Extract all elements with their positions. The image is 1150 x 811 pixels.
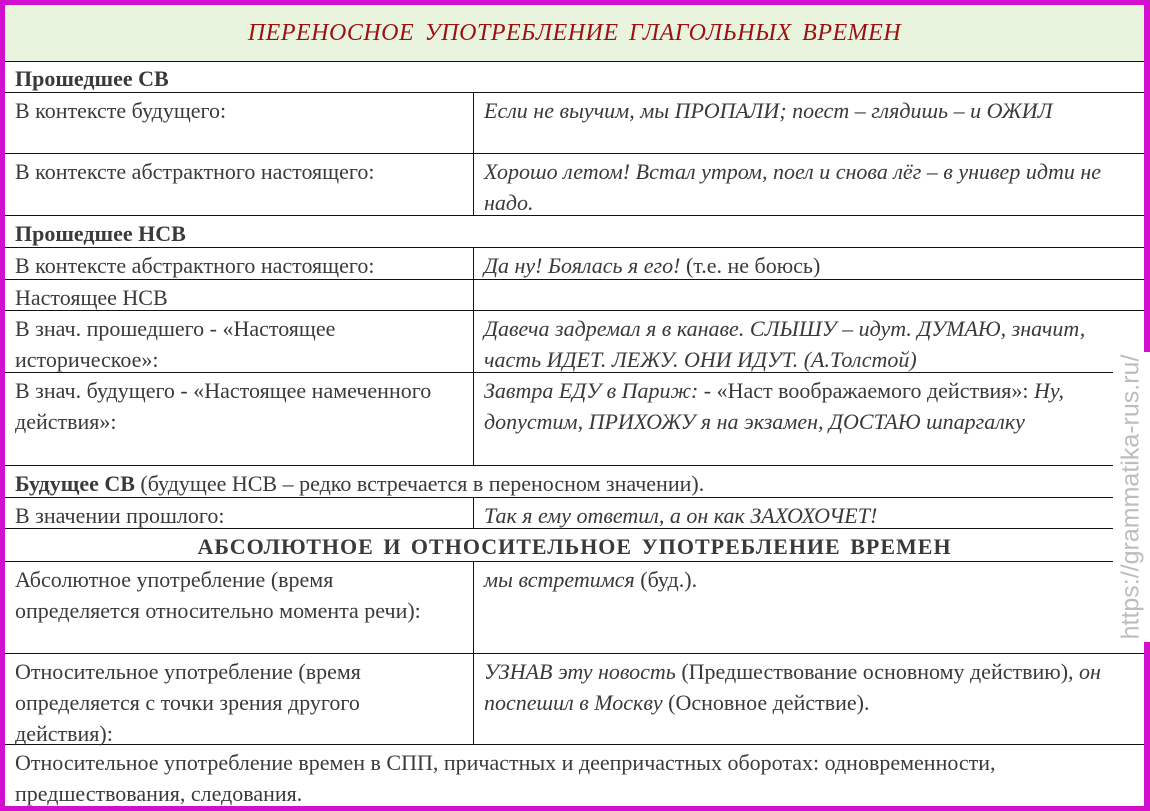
row-label: В контексте абстрактного настоящего: (15, 159, 375, 184)
example-italic: Завтра ЕДУ в Париж: (484, 378, 699, 403)
table-row (5, 311, 1144, 373)
section-heading-text: АБСОЛЮТНОЕ И ОТНОСИТЕЛЬНОЕ УПОТРЕБЛЕНИЕ ВРЕМЕН (197, 534, 952, 559)
row-label: В значении прошлого: (15, 503, 225, 528)
row-label: В контексте абстрактного настоящего: (15, 253, 375, 278)
example-plain: - «Наст воображаемого действия»: (698, 378, 1034, 403)
table-title: ПЕРЕНОСНОЕ УПОТРЕБЛЕНИЕ ГЛАГОЛЬНЫХ ВРЕМЕН (5, 5, 1144, 62)
empty-cell (473, 280, 1144, 310)
example-italic: Да ну! Боялась я его! (484, 253, 681, 278)
example-plain: (буд.). (634, 567, 698, 592)
footer-row (5, 745, 1144, 806)
row-example (473, 311, 1144, 372)
row-label: Относительное употребление (время определяется с точки зрения другого действия): (15, 659, 361, 746)
section-heading-text: Прошедшее СВ (15, 66, 169, 91)
row-label: В знач. будущего - «Настоящее намеченного действия»: (15, 378, 432, 434)
example-italic: Давеча задремал я в канаве. СЛЫШУ – идут. ДУМАЮ, значит, часть ИДЕТ. ЛЕЖУ. ОНИ ИДУТ. (А.Толстой) (484, 316, 1086, 372)
row-label: В знач. прошедшего - «Настоящее историческое»: (15, 316, 336, 372)
example-italic: мы встретимся (484, 567, 635, 592)
row-example (473, 654, 1144, 744)
watermark-url: https://grammatika-rus.ru/ (1116, 354, 1145, 640)
row-example (473, 248, 1144, 279)
row-example (473, 498, 1144, 528)
section-heading-text: Настоящее НСВ (15, 285, 168, 310)
example-italic: он поспешил в Москву (484, 659, 1101, 715)
table-row (5, 654, 1144, 745)
table-row (5, 154, 1144, 216)
row-example (473, 93, 1144, 153)
footer-text: Относительное употребление времен в СПП, причастных и деепричастных оборотах: одновременности, предшествования, следования. (15, 750, 996, 806)
example-plain: (Основное действие). (662, 690, 870, 715)
section-heading-past-imperfective (5, 216, 1144, 248)
row-example (473, 562, 1144, 653)
section-heading-future-perfective (5, 466, 1144, 498)
example-italic: Ну, допустим, ПРИХОЖУ я на экзамен, ДОСТАЮ шпаргалку (484, 378, 1065, 434)
example-italic: Хорошо летом! Встал утром, поел и снова лёг – в универ идти не надо. (484, 159, 1102, 215)
section-heading-bold: Будущее СВ (15, 471, 135, 496)
row-example (473, 154, 1144, 215)
row-label: В контексте будущего: (15, 98, 227, 123)
section-heading-absolute-relative (5, 529, 1144, 562)
row-example (473, 373, 1144, 465)
example-italic: УЗНАВ эту новость (484, 659, 676, 684)
section-heading-present-imperfective (5, 280, 1144, 311)
example-plain: (Предшествование основному действию), (675, 659, 1080, 684)
section-heading-text: Прошедшее НСВ (15, 221, 186, 246)
example-italic: Если не выучим, мы ПРОПАЛИ; поест – глядишь – и ОЖИЛ (484, 98, 1053, 123)
example-italic: Так я ему ответил, а он как ЗАХОХОЧЕТ! (484, 503, 878, 528)
table-row (5, 93, 1144, 154)
table-row (5, 498, 1144, 529)
table-row (5, 373, 1144, 466)
section-heading-past-perfective (5, 61, 1144, 93)
row-label: Абсолютное употребление (время определяется относительно момента речи): (15, 567, 421, 623)
section-heading-note: (будущее НСВ – редко встречается в переносном значении). (134, 471, 705, 496)
table-row (5, 562, 1144, 654)
table-row (5, 248, 1144, 280)
example-plain: (т.е. не боюсь) (680, 253, 821, 278)
grammar-table (5, 5, 1144, 806)
section-heading-text (5, 466, 1144, 497)
